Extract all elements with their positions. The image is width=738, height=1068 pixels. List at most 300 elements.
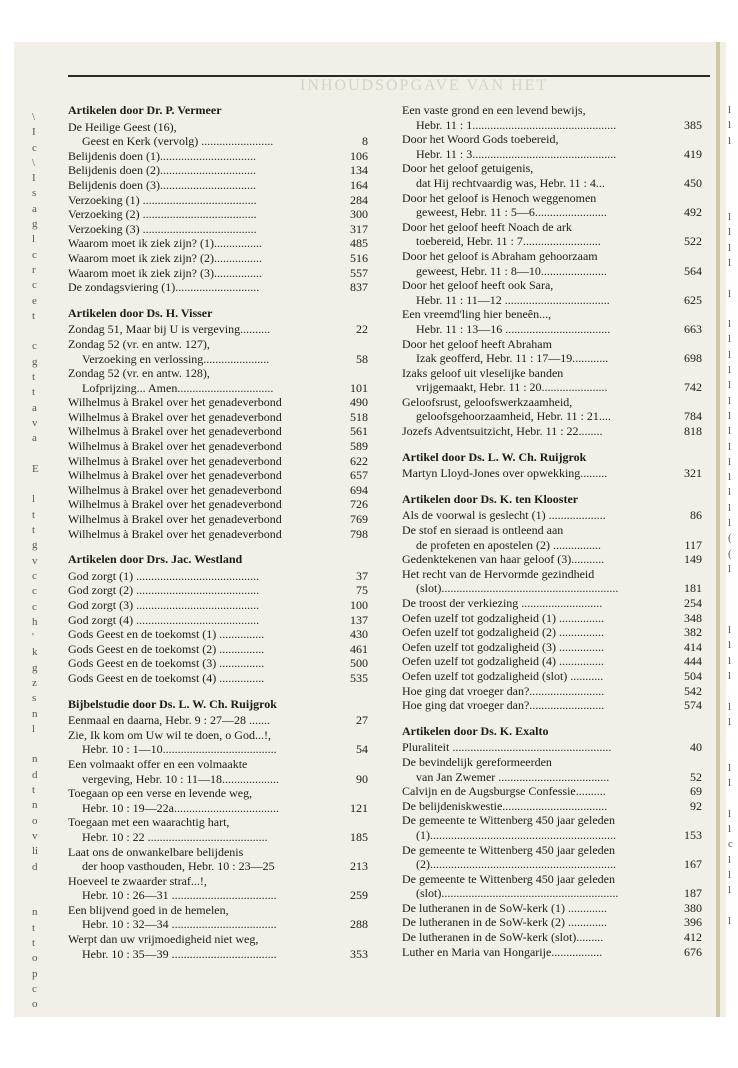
entry-title-line: Geest en Kerk (vervolg) ........................	[82, 134, 274, 149]
margin-letter: l	[728, 134, 732, 147]
margin-letter	[32, 890, 46, 905]
toc-entry	[68, 251, 368, 266]
entry-title-line: Wilhelmus à Brakel over het genadeverbond	[68, 453, 282, 468]
page-number: 153	[684, 827, 702, 842]
entry-title-line: Hebr. 10 : 35—39 ...................................	[82, 946, 277, 961]
margin-letter: g	[32, 355, 38, 368]
toc-entry	[402, 654, 702, 669]
entry-title-line: Belijdenis doen (3)................................	[68, 177, 256, 192]
margin-letter	[728, 302, 738, 317]
margin-letter: l	[728, 501, 732, 514]
margin-letter: (	[728, 532, 732, 545]
entry-title-line: Zie, Ik kom om Uw wil te doen, o God...!,	[68, 727, 271, 742]
page-number: 542	[684, 683, 702, 698]
toc-entry	[402, 740, 702, 755]
margin-letter: t	[32, 524, 36, 537]
margin-letter: l	[728, 562, 732, 575]
entry-title-line: Oefen uzelf tot godzaligheid (3) ...............	[402, 639, 604, 654]
margin-letter: g	[32, 539, 38, 552]
toc-entry	[68, 454, 368, 469]
page-number: 134	[350, 163, 368, 178]
margin-letter: l	[728, 639, 732, 652]
entry-title-line: God zorgt (4) .........................................	[68, 612, 260, 627]
margin-letter: l	[728, 394, 732, 407]
toc-entry	[402, 552, 702, 567]
page-number: 106	[350, 148, 368, 163]
page-number: 485	[350, 236, 368, 251]
page-number: 187	[684, 886, 702, 901]
page-number: 185	[350, 829, 368, 844]
page-number: 8	[362, 134, 368, 149]
toc-entry	[68, 903, 368, 932]
toc-entry	[68, 845, 368, 874]
entry-title-line: dat Hij rechtvaardig was, Hebr. 11 : 4...	[416, 175, 605, 190]
toc-entry	[68, 512, 368, 527]
toc-entry	[68, 178, 368, 193]
toc-entry	[402, 945, 702, 960]
margin-letter: a	[32, 202, 37, 215]
margin-letter: l	[728, 241, 732, 254]
toc-section	[402, 450, 702, 481]
margin-letter: '	[32, 631, 34, 644]
toc-section	[402, 492, 702, 713]
toc-section	[68, 103, 368, 295]
margin-letter	[32, 324, 46, 339]
page-number: 557	[350, 265, 368, 280]
margin-letter: k	[32, 646, 38, 659]
page-number: 90	[356, 771, 368, 786]
page-number: 321	[684, 466, 702, 481]
margin-letter: l	[728, 669, 732, 682]
margin-letter: d	[32, 860, 38, 873]
entry-title-line: Calvijn en de Augsburgse Confessie..........	[402, 784, 606, 799]
margin-letter: l	[728, 425, 732, 438]
margin-letter: (	[728, 547, 732, 560]
toc-entry	[68, 337, 368, 366]
margin-letter: v	[32, 416, 38, 429]
margin-letter: o	[32, 952, 38, 965]
entry-title-line: Wilhelmus à Brakel over het genadeverbond	[68, 512, 282, 527]
toc-entry	[68, 163, 368, 178]
entry-title-line: Hebr. 10 : 22 ........................................	[82, 829, 268, 844]
margin-letter: l	[728, 822, 732, 835]
entry-title-line: De bevindelijk gereformeerden	[402, 754, 552, 769]
margin-letter: c	[32, 141, 37, 154]
toc-entry	[402, 901, 702, 916]
toc-entry	[402, 103, 702, 132]
page-number: 516	[350, 250, 368, 265]
page-number: 726	[350, 497, 368, 512]
page-number: 784	[684, 409, 702, 424]
margin-letter: c	[32, 982, 37, 995]
margin-letter: g	[32, 661, 38, 674]
entry-title-line: Een vaste grond en een levend bewijs,	[402, 103, 586, 117]
page-number: 412	[684, 930, 702, 945]
entry-title-line: Gods Geest en de toekomst (2) ...............	[68, 641, 265, 656]
margin-letter	[728, 684, 738, 699]
toc-entry	[68, 527, 368, 542]
margin-letter: \	[32, 156, 36, 169]
margin-letter: a	[32, 432, 37, 445]
margin-letter	[728, 577, 738, 592]
top-rule	[68, 75, 710, 77]
entry-title-line: God zorgt (2) .........................................	[68, 583, 260, 598]
toc-entry	[402, 466, 702, 481]
page-number: 254	[684, 596, 702, 610]
margin-letter: l	[728, 104, 732, 116]
entry-title-line: Het recht van de Hervormde gezindheid	[402, 566, 595, 581]
page-number: 504	[684, 668, 702, 683]
page-number: 380	[684, 900, 702, 915]
margin-letter: z	[32, 676, 37, 689]
toc-entry	[68, 656, 368, 671]
toc-entry	[68, 266, 368, 281]
entry-title-line: Hebr. 11 : 13—16 ...................................	[416, 321, 611, 336]
entry-title-line: Wilhelmus à Brakel over het genadeverbond	[68, 395, 282, 410]
entry-title-line: der hoop vasthouden, Hebr. 10 : 23—25	[82, 859, 275, 874]
page-number: 101	[350, 380, 368, 395]
page-number: 561	[350, 424, 368, 439]
entry-title-line: geweest, Hebr. 11 : 8—10......................	[416, 263, 607, 278]
entry-title-line: Izak geofferd, Hebr. 11 : 17—19............	[416, 351, 609, 366]
toc-entry	[402, 278, 702, 307]
entry-title-line: De Heilige Geest (16),	[68, 119, 177, 134]
page-number: 37	[356, 568, 368, 583]
entry-title-line: Als de voorwal is geslecht (1) ...................	[402, 508, 606, 523]
page-number: 461	[350, 641, 368, 656]
margin-letter: t	[32, 508, 36, 521]
margin-letter: l	[728, 654, 732, 667]
page-number: 518	[350, 409, 368, 424]
entry-title-line: Hoe ging dat vroeger dan?.........................	[402, 698, 605, 713]
margin-letter: g	[32, 218, 38, 231]
section-heading: Artikelen door Dr. P. Vermeer	[68, 103, 222, 117]
page-spine-shadow	[716, 42, 720, 1017]
entry-title-line: God zorgt (3) .........................................	[68, 598, 260, 612]
entry-title-line: Belijdenis doen (1)................................	[68, 148, 256, 163]
toc-entry	[68, 236, 368, 251]
entry-title-line: Door het geloof heeft Abraham	[402, 336, 552, 351]
margin-letter: E	[32, 462, 39, 475]
entry-title-line: Wilhelmus à Brakel over het genadeverbond	[68, 409, 282, 424]
page-number: 676	[684, 944, 702, 959]
entry-title-line: Hebr. 11 : 1................................................	[416, 117, 617, 132]
toc-entry	[68, 120, 368, 149]
margin-letter: l	[728, 119, 732, 132]
page-number: 769	[350, 512, 368, 527]
entry-title-line: Hoeveel te zwaarder straf...!,	[68, 873, 207, 888]
margin-letter	[728, 271, 738, 286]
margin-letter	[32, 477, 46, 492]
page-number: 353	[350, 946, 368, 961]
entry-title-line: Pluraliteit .....................................................	[402, 740, 612, 755]
margin-letter	[728, 608, 738, 623]
page-number: 419	[684, 146, 702, 161]
margin-letter: l	[728, 471, 732, 484]
toc-entry	[68, 483, 368, 498]
page-number: 164	[350, 177, 368, 192]
toc-entry	[402, 669, 702, 684]
entry-title-line: Toegaan met een waarachtig hart,	[68, 815, 230, 830]
toc-entry	[402, 424, 702, 439]
toc-entry	[68, 497, 368, 512]
page-number: 657	[350, 468, 368, 483]
toc-entry	[68, 222, 368, 237]
page-number: 818	[684, 424, 702, 439]
margin-letter: n	[32, 753, 38, 766]
entry-title-line: Eenmaal en daarna, Hebr. 9 : 27—28 .......	[68, 713, 270, 728]
entry-title-line: Wilhelmus à Brakel over het genadeverbond	[68, 482, 282, 497]
toc-entry	[402, 508, 702, 523]
entry-title-line: Oefen uzelf tot godzaligheid (slot) ...........	[402, 668, 604, 683]
entry-title-line: geweest, Hebr. 11 : 5—6........................	[416, 205, 607, 220]
page-number: 58	[356, 351, 368, 366]
margin-letter: l	[32, 233, 36, 246]
entry-title-line: Hebr. 10 : 1—10......................................	[82, 742, 277, 757]
margin-letter: h	[32, 615, 38, 628]
toc-entry	[402, 366, 702, 395]
page-number: 149	[684, 552, 702, 567]
entry-title-line: De gemeente te Wittenberg 450 jaar geleden	[402, 842, 615, 857]
toc-entry	[68, 439, 368, 454]
toc-entry	[402, 220, 702, 249]
margin-letter: v	[32, 554, 38, 567]
bleed-through-text: INHOUDSOPGAVE VAN HET	[300, 77, 549, 94]
toc-entry	[402, 784, 702, 799]
entry-title-line: De lutheranen in de SoW-kerk (1) .............	[402, 900, 607, 915]
margin-letter: c	[32, 340, 37, 353]
entry-title-line: Door het geloof heeft ook Sara,	[402, 278, 554, 293]
toc-entry	[402, 799, 702, 814]
margin-letter: o	[32, 998, 38, 1011]
page-number: 694	[350, 482, 368, 497]
entry-title-line: Lofprijzing... Amen................................	[82, 380, 274, 395]
entry-title-line: De troost der verkiezing ...........................	[402, 596, 603, 610]
toc-entry	[402, 307, 702, 336]
entry-title-line: Wilhelmus à Brakel over het genadeverbond	[68, 439, 282, 454]
margin-letter	[728, 195, 738, 210]
entry-title-line: De lutheranen in de SoW-kerk (slot).........	[402, 930, 604, 945]
margin-letter: l	[32, 722, 36, 735]
margin-letter	[728, 730, 738, 745]
toc-entry	[68, 757, 368, 786]
toc-entry	[402, 625, 702, 640]
toc-section	[68, 306, 368, 542]
entry-title-line: Geloofsrust, geloofswerkzaamheid,	[402, 394, 573, 409]
toc-entry	[68, 932, 368, 961]
page-number: 181	[684, 581, 702, 596]
page-number: 300	[350, 207, 368, 222]
section-heading: Artikelen door Ds. K. Exalto	[402, 723, 549, 738]
page-number: 259	[350, 888, 368, 903]
margin-letter: I	[32, 126, 36, 139]
margin-letter: \	[32, 111, 36, 123]
page-number: 288	[350, 917, 368, 932]
margin-letter: l	[728, 211, 732, 224]
page-number: 382	[684, 625, 702, 640]
toc-entry	[402, 755, 702, 784]
entry-title-line: van Jan Zwemer .....................................	[416, 769, 610, 784]
entry-title-line: vrijgemaakt, Hebr. 11 : 20......................	[416, 380, 608, 395]
margin-letter	[728, 745, 738, 760]
page-number: 492	[684, 205, 702, 220]
margin-letter: n	[32, 906, 38, 919]
entry-title-line: Door het Woord Gods toebereid,	[402, 132, 559, 147]
toc-section	[402, 103, 702, 439]
entry-title-line: Verzoeking (1) ......................................	[68, 192, 257, 207]
toc-entry	[68, 395, 368, 410]
toc-entry	[68, 583, 368, 598]
entry-title-line: Gods Geest en de toekomst (4) ...............	[68, 670, 265, 685]
entry-title-line: Wilhelmus à Brakel over het genadeverbond	[68, 497, 282, 512]
margin-letter: l	[728, 914, 732, 927]
entry-title-line: Zondag 52 (vr. en antw. 128),	[68, 366, 210, 381]
page-number: 522	[684, 234, 702, 249]
toc-entry	[68, 468, 368, 483]
margin-letter: I	[32, 172, 36, 185]
page-number: 444	[684, 654, 702, 669]
entry-title-line: Hebr. 10 : 32—34 ...................................	[82, 917, 277, 932]
page-number: 86	[690, 508, 702, 523]
page-number: 348	[684, 610, 702, 625]
margin-letter: t	[32, 937, 36, 950]
page-number: 500	[350, 656, 368, 671]
page-number: 100	[350, 598, 368, 612]
entry-title-line: Gods Geest en de toekomst (1) ...............	[68, 627, 265, 642]
toc-entry	[402, 249, 702, 278]
entry-title-line: (2)..............................................................	[416, 857, 616, 872]
toc-section	[402, 724, 702, 960]
entry-title-line: Een volmaakt offer en een volmaakte	[68, 756, 248, 771]
margin-letter: r	[32, 263, 36, 276]
margin-letter: l	[728, 287, 732, 300]
entry-title-line: vergeving, Hebr. 10 : 11—18...................	[82, 771, 279, 786]
entry-title-line: de profeten en apostelen (2) ................	[416, 537, 601, 552]
margin-letter: l	[728, 226, 732, 239]
entry-title-line: Verzoeking en verlossing......................	[82, 351, 270, 366]
toc-entry	[402, 191, 702, 220]
margin-letter	[728, 179, 738, 194]
margin-letter: l	[728, 379, 732, 392]
toc-entry	[68, 424, 368, 439]
entry-title-line: Toegaan op een verse en levende weg,	[68, 786, 253, 801]
margin-letter	[728, 149, 738, 164]
entry-title-line: (slot)...........................................................	[416, 581, 619, 596]
margin-letter: a	[32, 401, 37, 414]
entry-title-line: Wilhelmus à Brakel over het genadeverbond	[68, 424, 282, 439]
entry-title-line: Door het geloof is Henoch weggenomen	[402, 190, 597, 205]
toc-entry	[68, 671, 368, 686]
margin-letter: t	[32, 921, 36, 934]
margin-letter: l	[728, 333, 732, 346]
toc-section	[68, 697, 368, 962]
toc-entry	[68, 613, 368, 628]
entry-title-line: De lutheranen in de SoW-kerk (2) .............	[402, 915, 607, 930]
page-number: 430	[350, 627, 368, 642]
entry-title-line: De gemeente te Wittenberg 450 jaar geleden	[402, 813, 615, 828]
margin-letter: l	[728, 807, 732, 820]
toc-entry	[402, 813, 702, 842]
margin-letter	[728, 164, 738, 179]
margin-letter: l	[728, 455, 732, 468]
margin-letter	[32, 875, 46, 890]
entry-title-line: Wilhelmus à Brakel over het genadeverbond	[68, 468, 282, 483]
toc-entry	[68, 728, 368, 757]
toc-entry	[68, 713, 368, 728]
entry-title-line: Werpt dan uw vrijmoedigheid niet weg,	[68, 932, 259, 947]
toc-entry	[68, 627, 368, 642]
page-number: 622	[350, 453, 368, 468]
page-number: 213	[350, 859, 368, 874]
toc-entry	[402, 523, 702, 552]
entry-title-line: De belijdeniskwestie...................................	[402, 798, 608, 813]
margin-letter: e	[32, 294, 37, 307]
left-column	[68, 103, 368, 961]
entry-title-line: Wilhelmus à Brakel over het genadeverbond	[68, 526, 282, 541]
margin-letter: l	[728, 440, 732, 453]
toc-entry	[68, 207, 368, 222]
page-number: 625	[684, 292, 702, 307]
margin-letter: l	[32, 493, 36, 506]
margin-letter: l	[728, 256, 732, 269]
margin-letter	[728, 593, 738, 608]
toc-entry	[402, 684, 702, 699]
page-number: 490	[350, 395, 368, 410]
toc-entry	[402, 698, 702, 713]
margin-letter: l	[728, 364, 732, 377]
toc-entry	[402, 930, 702, 945]
margin-letter: c	[32, 569, 37, 582]
entry-title-line: Laat ons de onwankelbare belijdenis	[68, 844, 244, 859]
margin-letter: c	[32, 279, 37, 292]
entry-title-line: (slot)...........................................................	[416, 886, 619, 901]
toc-entry	[68, 786, 368, 815]
entry-title-line: Verzoeking (2) ......................................	[68, 207, 257, 222]
entry-title-line: Hebr. 10 : 19—22a...................................	[82, 800, 279, 815]
entry-title-line: Door het geloof is Abraham gehoorzaam	[402, 248, 598, 263]
left-margin-strip	[32, 110, 46, 1013]
margin-letter: c	[32, 585, 37, 598]
entry-title-line: Martyn Lloyd-Jones over opwekking.........	[402, 466, 608, 481]
entry-title-line: Oefen uzelf tot godzaligheid (4) ...............	[402, 654, 604, 669]
entry-title-line: (1)..............................................................	[416, 827, 616, 842]
page-number: 317	[350, 221, 368, 236]
margin-letter: l	[728, 884, 732, 897]
entry-title-line: Zondag 52 (vr. en antw. 127),	[68, 336, 210, 351]
margin-letter: t	[32, 386, 36, 399]
toc-entry	[402, 611, 702, 626]
page-number: 40	[690, 740, 702, 755]
margin-letter: l	[728, 853, 732, 866]
entry-title-line: De gemeente te Wittenberg 450 jaar geleden	[402, 871, 615, 886]
page-number: 385	[684, 117, 702, 132]
toc-entry	[402, 872, 702, 901]
entry-title-line: Een blijvend goed in de hemelen,	[68, 902, 229, 917]
margin-letter: t	[32, 309, 36, 322]
entry-title-line: Hebr. 10 : 26—31 ...................................	[82, 888, 277, 903]
entry-title-line: Oefen uzelf tot godzaligheid (2) ...............	[402, 625, 604, 640]
page-number: 837	[350, 280, 368, 295]
margin-letter: c	[728, 838, 733, 851]
right-column	[402, 103, 702, 959]
page-number: 167	[684, 857, 702, 872]
entry-title-line: Zondag 51, Maar bij U is vergeving..........	[68, 322, 271, 337]
margin-letter: c	[32, 248, 37, 261]
section-heading: Bijbelstudie door Ds. L. W. Ch. Ruijgrok	[68, 696, 277, 711]
margin-letter: n	[32, 707, 38, 720]
entry-title-line: De stof en sieraad is ontleend aan	[402, 523, 564, 538]
toc-entry	[68, 815, 368, 844]
